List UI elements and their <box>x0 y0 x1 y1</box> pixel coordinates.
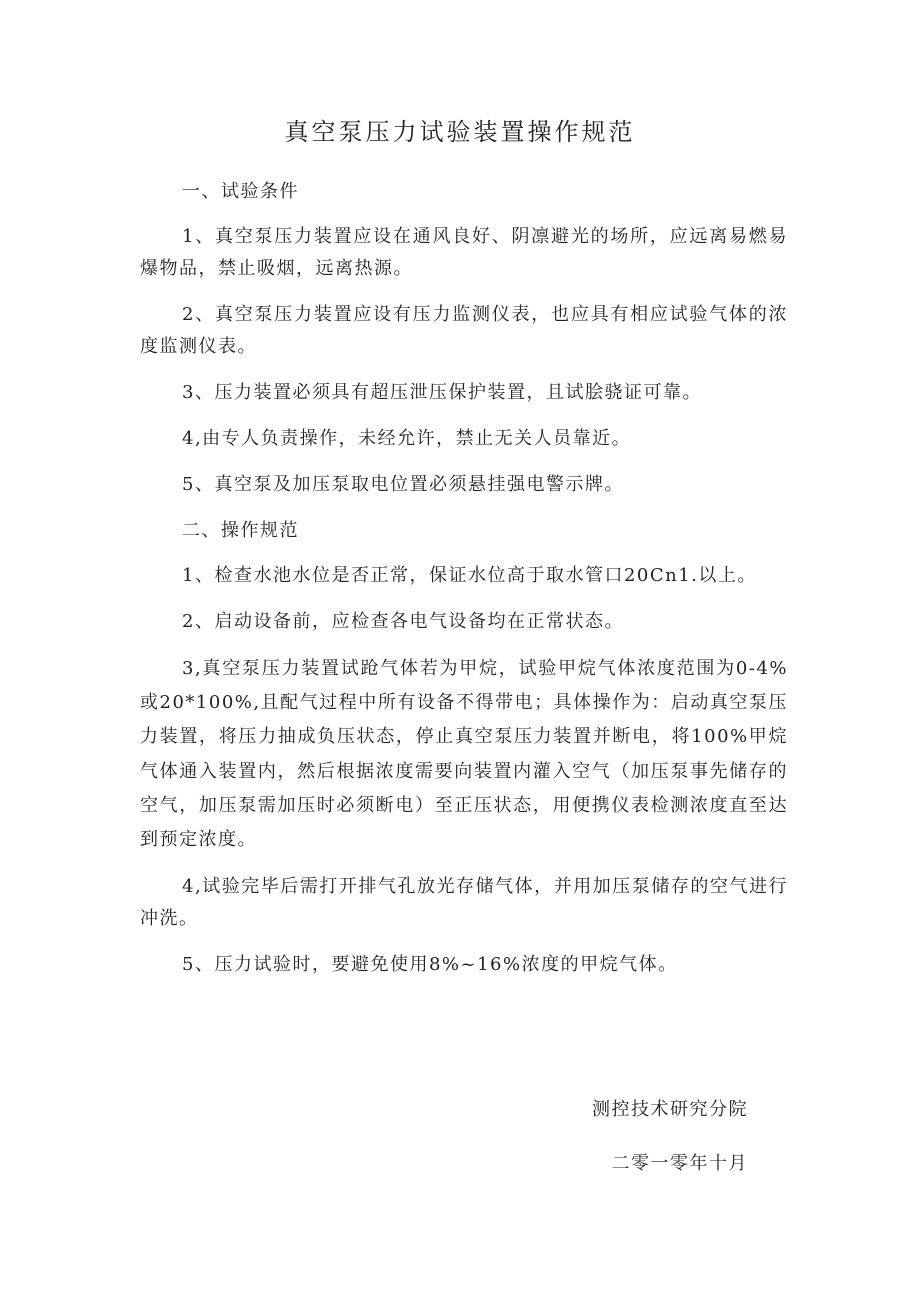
operation-item-5: 5、压力试验时，要避免使用8%~16%浓度的甲烷气体。 <box>182 954 678 976</box>
section-heading-conditions: 一、试验条件 <box>182 181 299 202</box>
operation-item-2: 2、启动设备前，应检查各电气设备均在正常状态。 <box>182 611 624 632</box>
signature-date: 二零一零年十月 <box>611 1153 748 1174</box>
operation-item-1: 1、检查水池水位是否正常，保证水位高于取水管口20Cn1.以上。 <box>182 565 757 586</box>
signature-organization: 测控技术研究分院 <box>592 1099 748 1120</box>
document-body <box>140 176 788 995</box>
condition-item-3: 3、压力装置必须具有超压泄压保护装置，且试脍骁证可靠。 <box>182 382 702 403</box>
document-title: 真空泵压力试验装置操作规范 <box>284 118 636 146</box>
condition-item-2: 2、真空泵压力装置应设有压力监测仪表，也应具有相应试验气体的浓度监测仪表。 <box>140 304 788 357</box>
operation-item-4: 4,试验完毕后需打开排气孔放光存储气体，并用加压泵储存的空气进行冲洗。 <box>140 876 788 930</box>
condition-item-5: 5、真空泵及加压泵取电位置必须悬挂强电警示牌。 <box>182 474 624 495</box>
condition-item-1: 1、真空泵压力装置应设在通风良好、阴凛避光的场所，应远离易燃易爆物品，禁止吸烟，远离热源。 <box>140 226 788 279</box>
condition-item-4: 4,由专人负责操作，未经允许，禁止无关人员靠近。 <box>182 428 632 449</box>
section-heading-operation: 二、操作规范 <box>182 520 299 541</box>
signature-block <box>592 1094 748 1180</box>
operation-item-3: 3,真空泵压力装置试跄气体若为甲烷，试验甲烷气体浓度范围为0-4%或20*100%,且配气过程中所有设备不得带电；具体操作为：启动真空泵压力装置，将压力抽成负压状态，停止真空泵压力装置并断电，将100%甲烷气体通入装置内，然后根据浓度需要向装置内灌入空气（加压泵事先储存的空气，加压泵需加压时必须断电）至正压状态，用便携仪表检测浓度直至达到预定浓度。 <box>140 658 788 851</box>
